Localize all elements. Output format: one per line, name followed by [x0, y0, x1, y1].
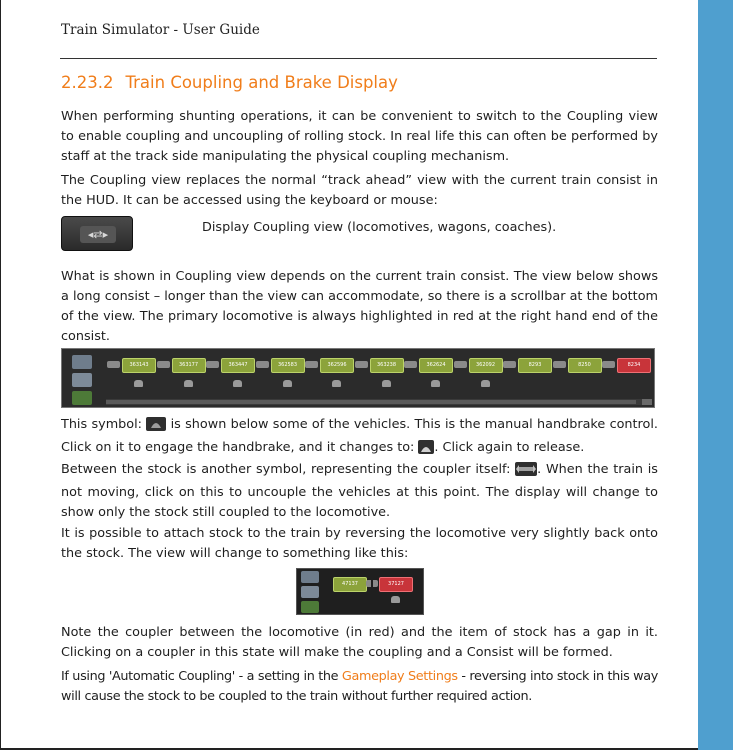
- track-view-icon: [301, 571, 319, 583]
- coupler-icon[interactable]: [355, 361, 368, 368]
- hud-scrollbar[interactable]: [106, 399, 652, 405]
- stock-vehicle[interactable]: 362596: [320, 358, 354, 373]
- handbrake-icon[interactable]: [134, 380, 143, 387]
- coupling-key-image: [61, 216, 133, 251]
- paragraph-coupling-view: The Coupling view replaces the normal “track ahead” view with the current train consist in the HUD. It can be accessed using the keyboard or mouse:: [61, 173, 658, 208]
- section-title: Train Coupling and Brake Display: [125, 73, 398, 92]
- stock-vehicle[interactable]: 47137: [333, 577, 367, 592]
- handbrake-icon[interactable]: [481, 380, 490, 387]
- coupler-icon[interactable]: [404, 361, 417, 368]
- paragraph-handbrake: [61, 415, 658, 461]
- handbrake-icon[interactable]: [431, 380, 440, 387]
- key-description: Display Coupling view (locomotives, wagons, coaches).: [202, 220, 557, 235]
- header-title: Train Simulator - User Guide: [61, 22, 260, 38]
- stock-vehicle[interactable]: 363143: [122, 358, 156, 373]
- handbrake-engaged-icon: [418, 440, 434, 461]
- header-rule: [60, 58, 657, 59]
- coupler-key-icon: ◂⇄▸: [80, 226, 116, 243]
- section-number: 2.23.2: [61, 73, 114, 92]
- handbrake-text-c: . Click again to release.: [434, 440, 585, 455]
- scrollbar-thumb[interactable]: [106, 400, 636, 404]
- section-heading: [61, 73, 398, 92]
- automatic-text-a: If using 'Automatic Coupling' - a setting in the: [61, 669, 342, 684]
- handbrake-text-a: This symbol:: [61, 417, 147, 432]
- paragraph-intro: When performing shunting operations, it can be convenient to switch to the Coupling view to enable coupling and uncoupling of rolling stock. In real life this can often be performed by staff at the track side manipulating the physical coupling mechanism.: [61, 109, 658, 164]
- stock-vehicle[interactable]: 8250: [568, 358, 602, 373]
- small-coupling-hud-screenshot: [296, 568, 424, 615]
- consist-track: [106, 358, 652, 378]
- coupler-icon[interactable]: [553, 361, 566, 368]
- map-view-icon: [301, 586, 319, 598]
- locomotive-vehicle[interactable]: 37127: [379, 577, 413, 592]
- coupler-icon: [515, 462, 537, 483]
- stock-vehicle[interactable]: 363447: [221, 358, 255, 373]
- small-consist-track: [333, 577, 419, 607]
- coupler-icon[interactable]: [107, 361, 120, 368]
- scroll-right-arrow-icon[interactable]: [642, 399, 652, 405]
- uncoupled-gap-coupler-icon[interactable]: [366, 580, 378, 587]
- handbrake-icon: [146, 417, 166, 438]
- coupling-view-icon: [72, 391, 92, 405]
- paragraph-gap: Note the coupler between the locomotive (in red) and the item of stock has a gap in it. Clicking on a coupler in this state will make the coupling and a Consist will be formed.: [61, 625, 658, 660]
- handbrake-icon[interactable]: [382, 380, 391, 387]
- coupler-icon[interactable]: [305, 361, 318, 368]
- coupler-icon[interactable]: [256, 361, 269, 368]
- hud-view-icons: [66, 352, 102, 406]
- coupler-icon[interactable]: [454, 361, 467, 368]
- handbrake-icon[interactable]: [391, 596, 400, 603]
- stock-vehicle[interactable]: 363177: [172, 358, 206, 373]
- automatic-text-b: - reversing into stock in this way will cause the stock to be coupled to the train without further required action.: [61, 669, 658, 704]
- coupling-view-icon: [301, 601, 319, 613]
- coupler-icon[interactable]: [206, 361, 219, 368]
- stock-vehicle[interactable]: 362092: [469, 358, 503, 373]
- page-side-bar: [698, 0, 733, 750]
- paragraph-coupler: [61, 460, 658, 523]
- stock-vehicle[interactable]: 362624: [419, 358, 453, 373]
- handbrake-icon[interactable]: [184, 380, 193, 387]
- coupling-hud-screenshot: [61, 348, 655, 408]
- track-view-icon: [72, 355, 92, 369]
- stock-vehicle[interactable]: 8293: [518, 358, 552, 373]
- handbrake-text-b: is shown below some of the vehicles. This is the manual handbrake control. Click on it to engage the handbrake, and it changes to:: [61, 417, 658, 455]
- map-view-icon: [72, 373, 92, 387]
- paragraph-automatic: [61, 667, 658, 707]
- coupler-text-a: Between the stock is another symbol, representing the coupler itself:: [61, 462, 516, 477]
- document-page: [1, 0, 698, 750]
- locomotive-vehicle[interactable]: 8234: [617, 358, 651, 373]
- handbrake-icon[interactable]: [283, 380, 292, 387]
- gameplay-settings-link[interactable]: Gameplay Settings: [341, 669, 458, 684]
- stock-vehicle[interactable]: 362583: [271, 358, 305, 373]
- coupler-icon[interactable]: [602, 361, 615, 368]
- handbrake-icon[interactable]: [233, 380, 242, 387]
- paragraph-attach: It is possible to attach stock to the train by reversing the locomotive very slightly back onto the stock. The view will change to something like this:: [61, 526, 658, 561]
- coupler-icon[interactable]: [157, 361, 170, 368]
- coupler-text-b: . When the train is not moving, click on this to uncouple the vehicles at this point. The display will change to show only the stock still coupled to the locomotive.: [61, 462, 658, 520]
- coupler-icon[interactable]: [503, 361, 516, 368]
- stock-vehicle[interactable]: 363238: [370, 358, 404, 373]
- handbrake-icon[interactable]: [332, 380, 341, 387]
- paragraph-consist: What is shown in Coupling view depends on the current train consist. The view below shows a long consist – longer than the view can accommodate, so there is a scrollbar at the bottom of the view. The primary locomotive is always highlighted in red at the right hand end of the consist.: [61, 269, 658, 344]
